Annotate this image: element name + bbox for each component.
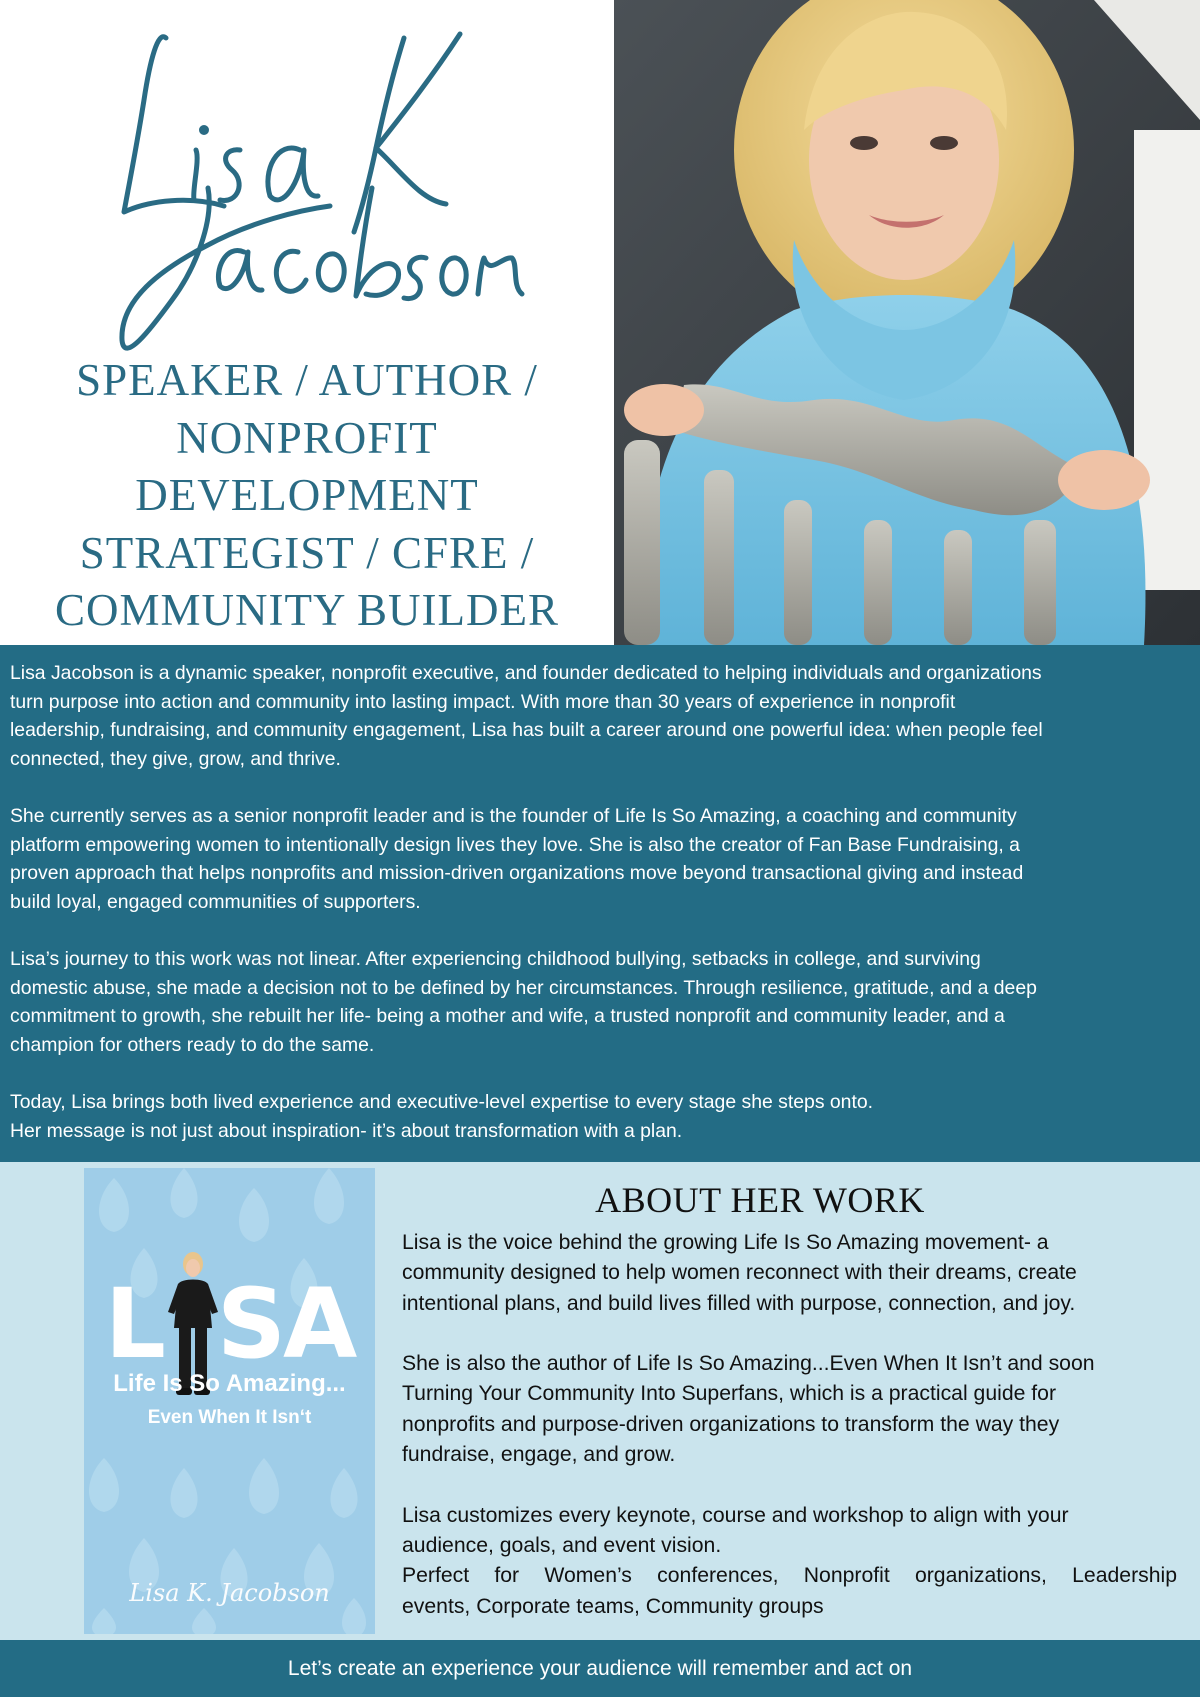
bio-paragraph bbox=[10, 802, 1190, 916]
about-heading: ABOUT HER WORK bbox=[595, 1180, 925, 1220]
bio-line: Lisa Jacobson is a dynamic speaker, nonprofit executive, and founder dedicated to helping individuals and organizations bbox=[10, 662, 1042, 684]
bio-line: turn purpose into action and community into lasting impact. With more than 30 years of experience in nonprofit bbox=[10, 690, 956, 713]
bio-line: Her message is not just about inspiration- it’s about transformation with a plan. bbox=[10, 1119, 683, 1142]
role-line: NONPROFIT bbox=[176, 412, 438, 463]
bio-line: Today, Lisa brings both lived experience and executive-level expertise to every stage she steps onto. bbox=[10, 1090, 874, 1113]
about-line: Lisa customizes every keynote, course and workshop to align with your bbox=[402, 1503, 1069, 1527]
about-line: audience, goals, and event vision. bbox=[402, 1533, 722, 1557]
about-line: Turning Your Community Into Superfans, which is a practical guide for bbox=[402, 1382, 1057, 1406]
hero-title-panel bbox=[0, 0, 614, 645]
bio-line: commitment to growth, she rebuilt her life- being a mother and wife, a trusted nonprofit and community leader, and a bbox=[10, 1005, 1005, 1028]
about-line: community designed to help women reconnect with their dreams, create bbox=[402, 1261, 1077, 1285]
about-section bbox=[0, 1162, 1200, 1640]
bio-line: build loyal, engaged communities of supporters. bbox=[10, 890, 421, 913]
about-paragraph bbox=[402, 1561, 1177, 1622]
book-cover-image bbox=[84, 1168, 375, 1634]
book-title-start: L bbox=[104, 1268, 163, 1380]
bio-paragraph bbox=[10, 1088, 1190, 1145]
role-line: STRATEGIST / CFRE / bbox=[79, 527, 535, 578]
bio-line: champion for others ready to do the same. bbox=[10, 1033, 375, 1056]
bio-line: Lisa’s journey to this work was not linear. After experiencing childhood bullying, setbacks in college, and surviving bbox=[10, 947, 981, 970]
bio-line: platform empowering women to intentionally design lives they love. She is also the creator of Fan Base Fundraising, a bbox=[10, 833, 1020, 856]
portrait-photo bbox=[614, 0, 1200, 645]
bio-line: She currently serves as a senior nonprofit leader and is the founder of Life Is So Amazing, a coaching and community bbox=[10, 804, 1017, 827]
about-body bbox=[402, 1228, 1177, 1622]
role-title bbox=[20, 352, 594, 640]
about-line: Perfect for Women’s conferences, Nonprofit organizations, Leadership bbox=[402, 1564, 1177, 1588]
role-line: COMMUNITY BUILDER bbox=[54, 585, 560, 635]
about-line: nonprofits and purpose-driven organizations to transform the way they bbox=[402, 1412, 1060, 1436]
about-line: She is also the author of Life Is So Amazing...Even When It Isn’t and soon bbox=[402, 1352, 1095, 1376]
about-line: fundraise, engage, and grow. bbox=[402, 1443, 676, 1467]
book-signature: Lisa K. Jacobson bbox=[129, 1579, 330, 1607]
bio-line: proven approach that helps nonprofits and mission-driven organizations move beyond transactional giving and instead bbox=[10, 862, 1024, 885]
bio-section bbox=[0, 645, 1200, 1162]
role-line: SPEAKER / AUTHOR / bbox=[76, 355, 538, 405]
about-line: events, Corporate teams, Community groups bbox=[402, 1594, 824, 1618]
footer-tagline: Let’s create an experience your audience will remember and act on bbox=[0, 1640, 1200, 1697]
book-title-end: SA bbox=[216, 1268, 355, 1380]
about-line: Lisa is the voice behind the growing Life Is So Amazing movement- a bbox=[402, 1231, 1049, 1254]
bio-line: domestic abuse, she made a decision not to be defined by her circumstances. Through resilience, gratitude, and a deep bbox=[10, 976, 1037, 999]
bio-paragraph bbox=[10, 945, 1190, 1059]
name-script-logo bbox=[0, 0, 614, 370]
about-paragraph bbox=[402, 1228, 1177, 1319]
bio-paragraph bbox=[10, 659, 1190, 773]
about-paragraph bbox=[402, 1349, 1177, 1470]
hero-section bbox=[0, 0, 1200, 645]
role-line: DEVELOPMENT bbox=[135, 470, 479, 520]
about-line: intentional plans, and build lives filled with purpose, connection, and joy. bbox=[402, 1291, 1076, 1315]
about-paragraph bbox=[402, 1501, 1177, 1562]
book-subtitle: Life Is So Amazing... bbox=[113, 1370, 346, 1397]
bio-line: connected, they give, grow, and thrive. bbox=[10, 747, 341, 770]
book-title bbox=[84, 1268, 375, 1380]
book-subtitle-secondary: Even When It Isn‘t bbox=[147, 1407, 312, 1428]
bio-line: leadership, fundraising, and community engagement, Lisa has built a career around one powerful idea: when people feel bbox=[10, 719, 1043, 742]
